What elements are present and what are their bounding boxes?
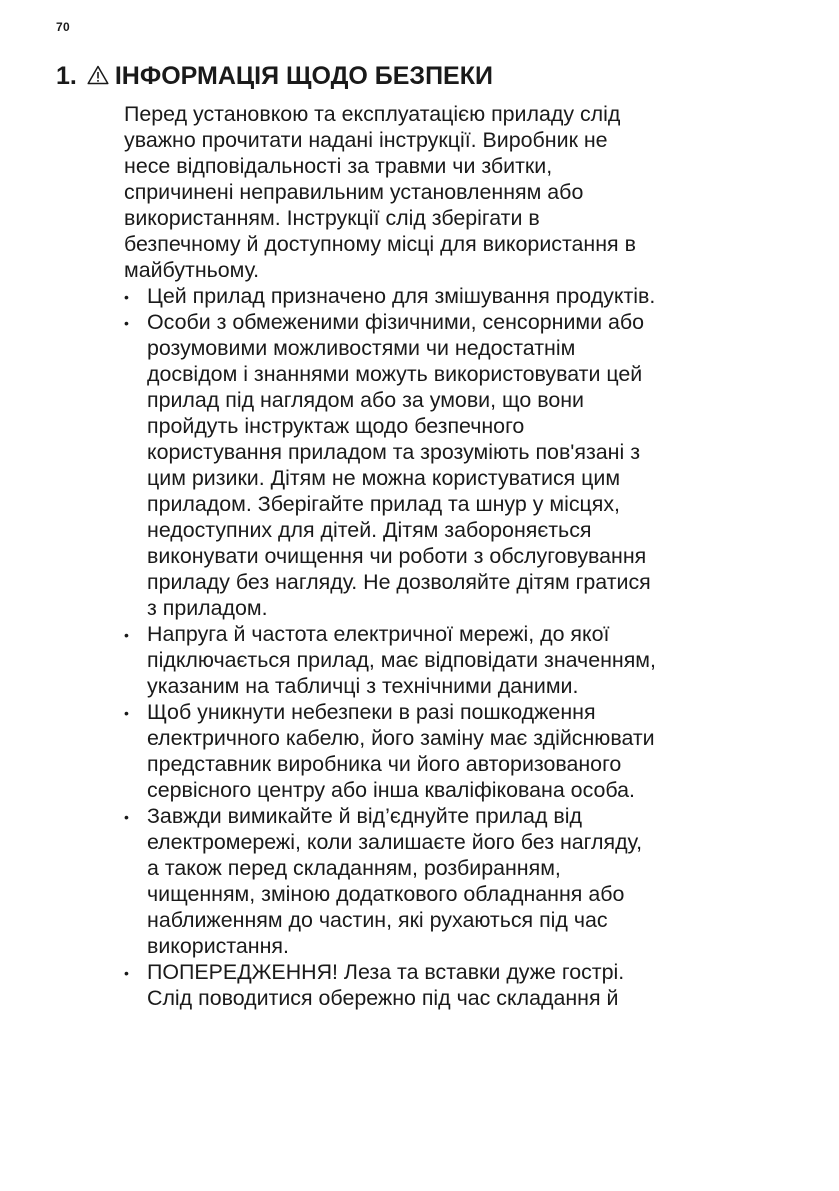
list-item [124, 699, 784, 803]
section-number: 1. [56, 62, 77, 90]
bullet-marker: • [124, 705, 129, 721]
intro-paragraph: Перед установкою та експлуатацією приладу слід уважно прочитати надані інструкції. Виробник не несе відповідальності за травми чи збитки, спричинені неправильним установленням або використанням. Інструкції слід зберігати в безпечному й доступному місці для використання в майбутньому. [124, 102, 636, 282]
section-title: ІНФОРМАЦІЯ ЩОДО БЕЗПЕКИ [114, 62, 493, 90]
bullet-marker: • [124, 627, 129, 643]
list-item-text: Напруга й частота електричної мережі, до якої підключається прилад, має відповідати значенням, указаним на табличці з технічними даними. [147, 622, 656, 698]
bullet-marker: • [124, 289, 129, 305]
warning-triangle-icon [87, 65, 109, 85]
list-item-text: ПОПЕРЕДЖЕННЯ! Леза та вставки дуже гострі. Слід поводитися обережно під час складання й [147, 960, 625, 1010]
list-item [124, 283, 784, 309]
bullet-marker: • [124, 965, 129, 981]
section-content [124, 101, 784, 1011]
list-item [124, 309, 784, 621]
list-item [124, 959, 784, 1011]
safety-bullet-list [124, 283, 784, 1011]
list-item [124, 803, 784, 959]
list-item [124, 621, 784, 699]
list-item-text: Завжди вимикайте й від’єднуйте прилад від електромережі, коли залишаєте його без нагляду, а також перед складанням, розбиранням, чищенням, зміною додаткового обладнання або наближенням до частин, які рухаються під час використання. [147, 804, 643, 958]
page-number: 70 [56, 20, 70, 34]
list-item-text: Цей прилад призначено для змішування продуктів. [147, 284, 656, 308]
list-item-text: Щоб уникнути небезпеки в разі пошкодження електричного кабелю, його заміну має здійснювати представник виробника чи його авторизованого сервісного центру або інша кваліфікована особа. [147, 700, 655, 802]
list-item-text: Особи з обмеженими фізичними, сенсорними або розумовими можливостями чи недостатнім досвідом і знаннями можуть використовувати цей прилад під наглядом або за умови, що вони пройдуть інструктаж щодо безпечного користування приладом та зрозуміють пов'язані з цим ризики. Дітям не можна користуватися цим приладом. Зберігайте прилад та шнур у місцях, недоступних для дітей. Дітям забороняється виконувати очищення чи роботи з обслуговування приладу без нагляду. Не дозволяйте дітям гратися з приладом. [147, 310, 651, 620]
bullet-marker: • [124, 315, 129, 331]
section-heading [56, 60, 493, 92]
bullet-marker: • [124, 809, 129, 825]
